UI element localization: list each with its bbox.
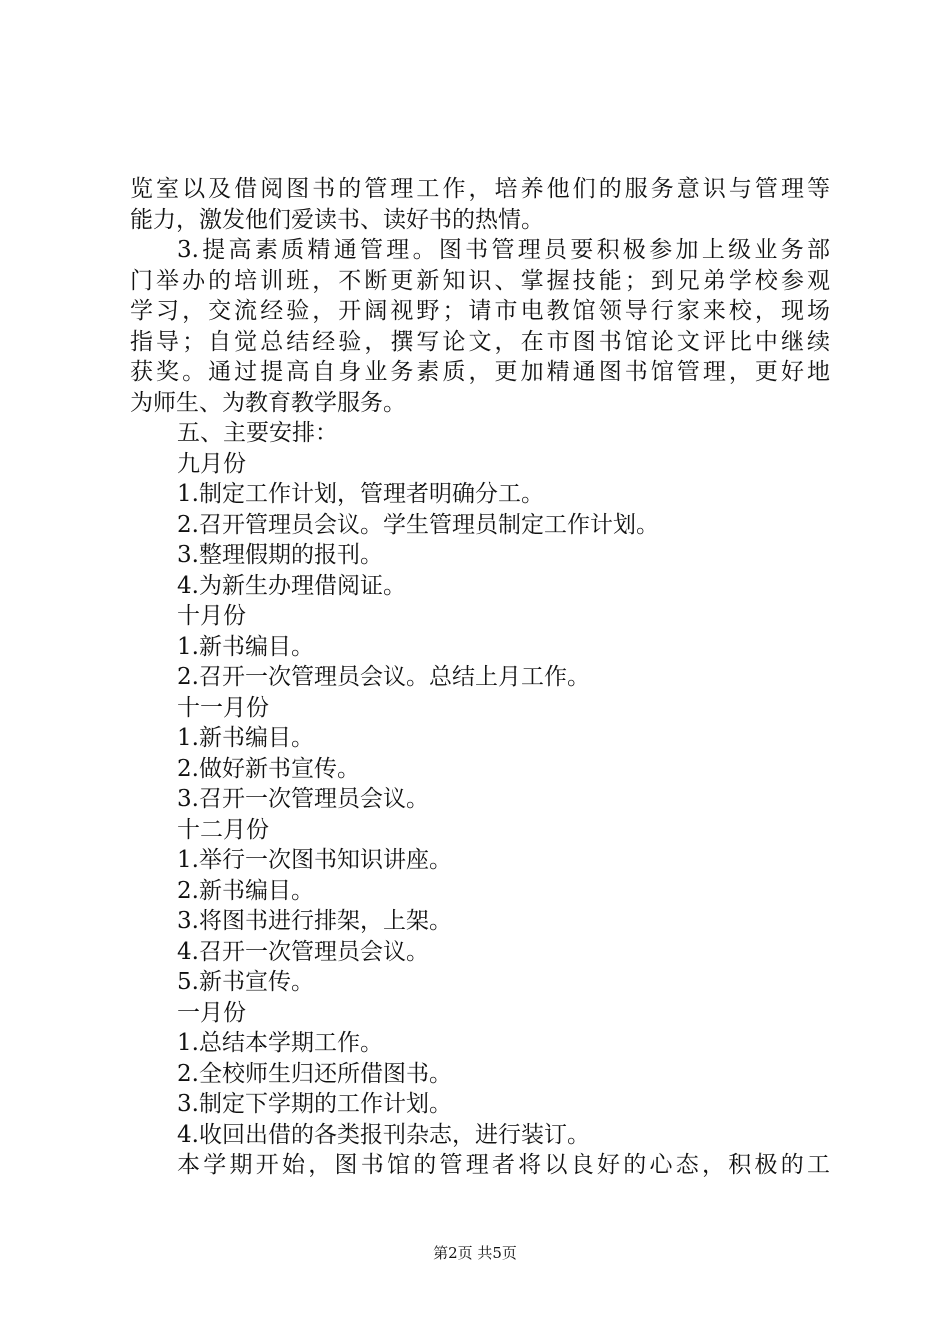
list-item: 3.将图书进行排架，上架。 (177, 908, 452, 934)
section-heading: 五、主要安排： (177, 420, 338, 446)
paragraph-line: 3.提高素质精通管理。图书管理员要积极参加上级业务部 (177, 237, 830, 263)
month-heading: 十月份 (177, 603, 246, 629)
list-item: 2.新书编目。 (177, 877, 314, 904)
paragraph-line: 学习，交流经验，开阔视野；请市电教馆领导行家来校，现场 (130, 298, 830, 324)
month-heading: 一月份 (177, 999, 246, 1026)
list-item: 1.新书编目。 (177, 725, 314, 751)
month-heading: 九月份 (177, 450, 246, 477)
list-item: 2.做好新书宣传。 (177, 755, 360, 782)
list-item: 5.新书宣传。 (177, 969, 314, 995)
list-item: 2.全校师生归还所借图书。 (177, 1060, 452, 1087)
paragraph-line: 门举办的培训班，不断更新知识、掌握技能；到兄弟学校参观 (130, 267, 830, 294)
closing-paragraph-line: 本学期开始，图书馆的管理者将以良好的心态，积极的工 (177, 1152, 830, 1178)
list-item: 2.召开管理员会议。学生管理员制定工作计划。 (177, 511, 659, 538)
list-item: 1.举行一次图书知识讲座。 (177, 847, 452, 873)
list-item: 4.召开一次管理员会议。 (177, 938, 429, 965)
list-item: 3.制定下学期的工作计划。 (177, 1091, 452, 1117)
list-item: 1.总结本学期工作。 (177, 1030, 383, 1056)
paragraph-line: 能力，激发他们爱读书、读好书的热情。 (130, 206, 544, 233)
list-item: 4.收回出借的各类报刊杂志，进行装订。 (177, 1121, 590, 1148)
list-item: 3.整理假期的报刊。 (177, 542, 383, 568)
page-footer: 第2页 共5页 (433, 1244, 517, 1262)
list-item: 4.为新生办理借阅证。 (177, 572, 406, 599)
list-item: 1.制定工作计划，管理者明确分工。 (177, 481, 544, 507)
paragraph-line: 览室以及借阅图书的管理工作，培养他们的服务意识与管理等 (130, 176, 830, 202)
month-heading: 十二月份 (177, 816, 269, 843)
paragraph-line: 获奖。通过提高自身业务素质，更加精通图书馆管理，更好地 (130, 359, 830, 385)
month-heading: 十一月份 (177, 694, 269, 721)
document-body (130, 174, 830, 1181)
paragraph-line: 为师生、为教育教学服务。 (130, 389, 406, 416)
paragraph-line: 指导；自觉总结经验，撰写论文，在市图书馆论文评比中继续 (130, 328, 830, 355)
list-item: 1.新书编目。 (177, 633, 314, 660)
list-item: 2.召开一次管理员会议。总结上月工作。 (177, 664, 590, 690)
list-item: 3.召开一次管理员会议。 (177, 786, 429, 812)
